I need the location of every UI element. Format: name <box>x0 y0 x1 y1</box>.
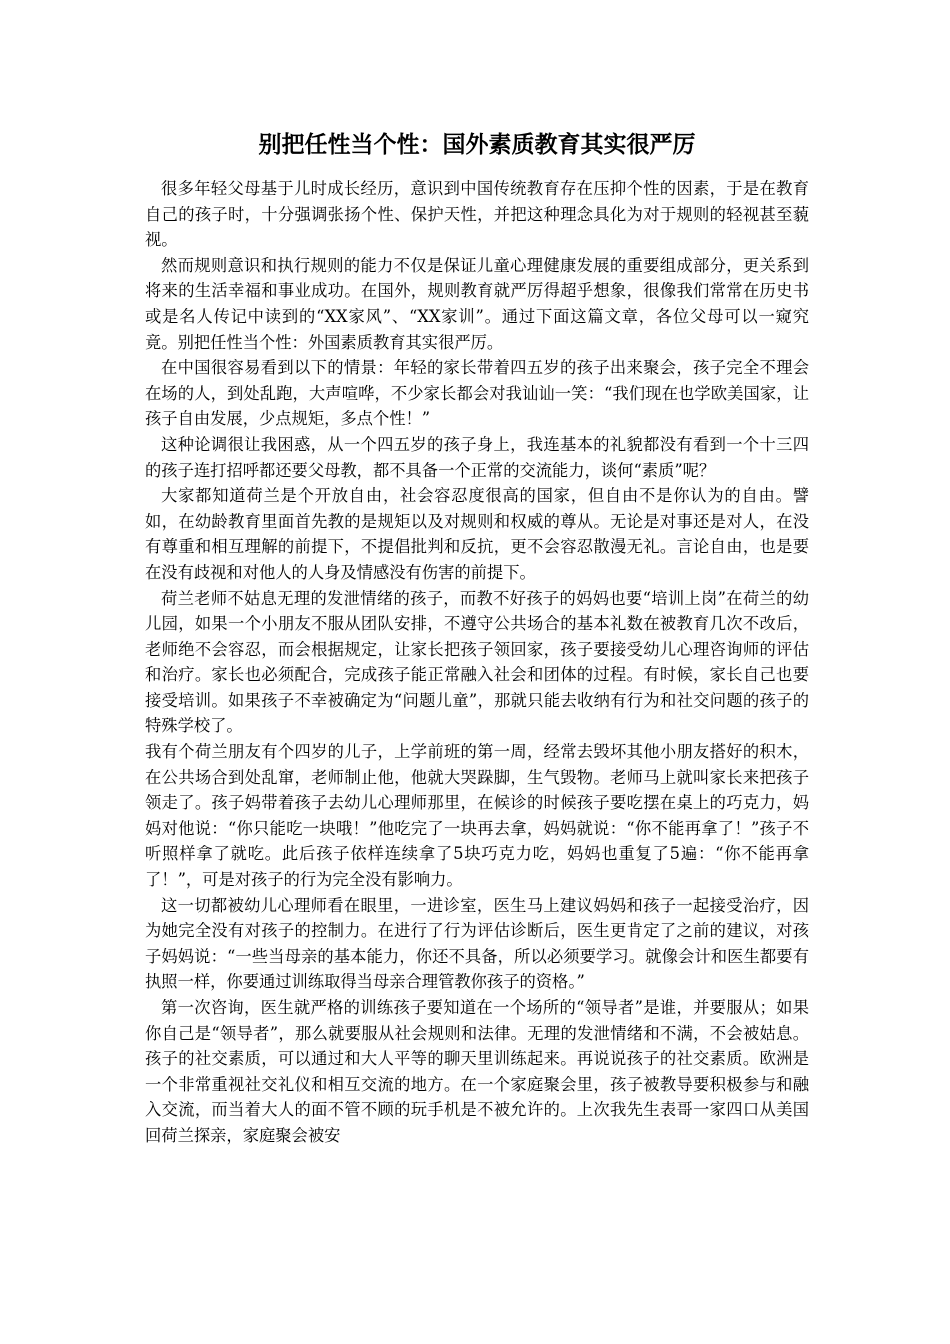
paragraph: 这一切都被幼儿心理师看在眼里，一进诊室，医生马上建议妈妈和孩子一起接受治疗，因为她完全没有对孩子的控制力。在进行了行为评估诊断后，医生更肯定了之前的建议，对孩子妈妈说：“一些当母亲的基本能力，你还不具备，所以必须要学习。就像会计和医生都要有执照一样，你要通过训练取得当母亲合理管教你孩子的资格。” <box>145 895 809 992</box>
paragraph: 大家都知道荷兰是个开放自由，社会容忍度很高的国家，但自由不是你认为的自由。譬如，在幼龄教育里面首先教的是规矩以及对规则和权威的尊从。无论是对事还是对人，在没有尊重和相互理解的前提下，不提倡批判和反抗，更不会容忍散漫无礼。言论自由，也是要在没有歧视和对他人的人身及情感没有伤害的前提下。 <box>145 486 809 582</box>
paragraph: 荷兰老师不姑息无理的发泄情绪的孩子，而教不好孩子的妈妈也要“培训上岗”在荷兰的幼儿园，如果一个小朋友不服从团队安排，不遵守公共场合的基本礼数在被教育几次不改后，老师绝不会容忍，而会根据规定，让家长把孩子领回家，孩子要接受幼儿心理咨询师的评估和治疗。家长也必须配合，完成孩子能正常融入社会和团体的过程。有时候，家长自己也要接受培训。如果孩子不幸被确定为“问题儿童”，那就只能去收纳有行为和社交问题的孩子的特殊学校了。 <box>145 588 809 736</box>
document-body <box>145 128 809 1149</box>
paragraph: 在中国很容易看到以下的情景：年轻的家长带着四五岁的孩子出来聚会，孩子完全不理会在场的人，到处乱跑，大声喧哗，不少家长都会对我讪讪一笑：“我们现在也学欧美国家，让孩子自由发展，少点规矩，多点个性！” <box>145 358 809 429</box>
paragraph: 很多年轻父母基于儿时成长经历，意识到中国传统教育存在压抑个性的因素，于是在教育自己的孩子时，十分强调张扬个性、保护天性，并把这种理念具化为对于规则的轻视甚至藐视。 <box>145 179 809 250</box>
paragraph: 这种论调很让我困惑，从一个四五岁的孩子身上，我连基本的礼貌都没有看到一个十三四的孩子连打招呼都还要父母教，都不具备一个正常的交流能力，谈何“素质”呢？ <box>145 434 809 480</box>
paragraph: 然而规则意识和执行规则的能力不仅是保证儿童心理健康发展的重要组成部分，更关系到将来的生活幸福和事业成功。在国外，规则教育就严厉得超乎想象，很像我们常常在历史书或是名人传记中读到的“XX家风”、“XX家训”。通过下面这篇文章，各位父母可以一窥究竟。别把任性当个性：外国素质教育其实很严厉。 <box>145 255 809 352</box>
paragraph: 我有个荷兰朋友有个四岁的儿子，上学前班的第一周，经常去毁坏其他小朋友搭好的积木，在公共场合到处乱窜，老师制止他，他就大哭跺脚，生气毁物。老师马上就叫家长来把孩子领走了。孩子妈带着孩子去幼儿心理师那里，在候诊的时候孩子要吃摆在桌上的巧克力，妈妈对他说：“你只能吃一块哦！”他吃完了一块再去拿，妈妈就说：“你不能再拿了！”孩子不听照样拿了就吃。此后孩子依样连续拿了5块巧克力吃，妈妈也重复了5遍：“你不能再拿了！”，可是对孩子的行为完全没有影响力。 <box>145 742 809 890</box>
paragraph: 第一次咨询，医生就严格的训练孩子要知道在一个场所的“领导者”是谁，并要服从；如果你自己是“领导者”，那么就要服从社会规则和法律。无理的发泄情绪和不满，不会被姑息。孩子的社交素质，可以通过和大人平等的聊天里训练起来。再说说孩子的社交素质。欧洲是一个非常重视社交礼仪和相互交流的地方。在一个家庭聚会里，孩子被教导要积极参与和融入交流，而当着大人的面不管不顾的玩手机是不被允许的。上次我先生表哥一家四口从美国回荷兰探亲，家庭聚会被安 <box>145 998 809 1145</box>
document-title: 别把任性当个性：国外素质教育其实很严厉 <box>258 132 696 158</box>
